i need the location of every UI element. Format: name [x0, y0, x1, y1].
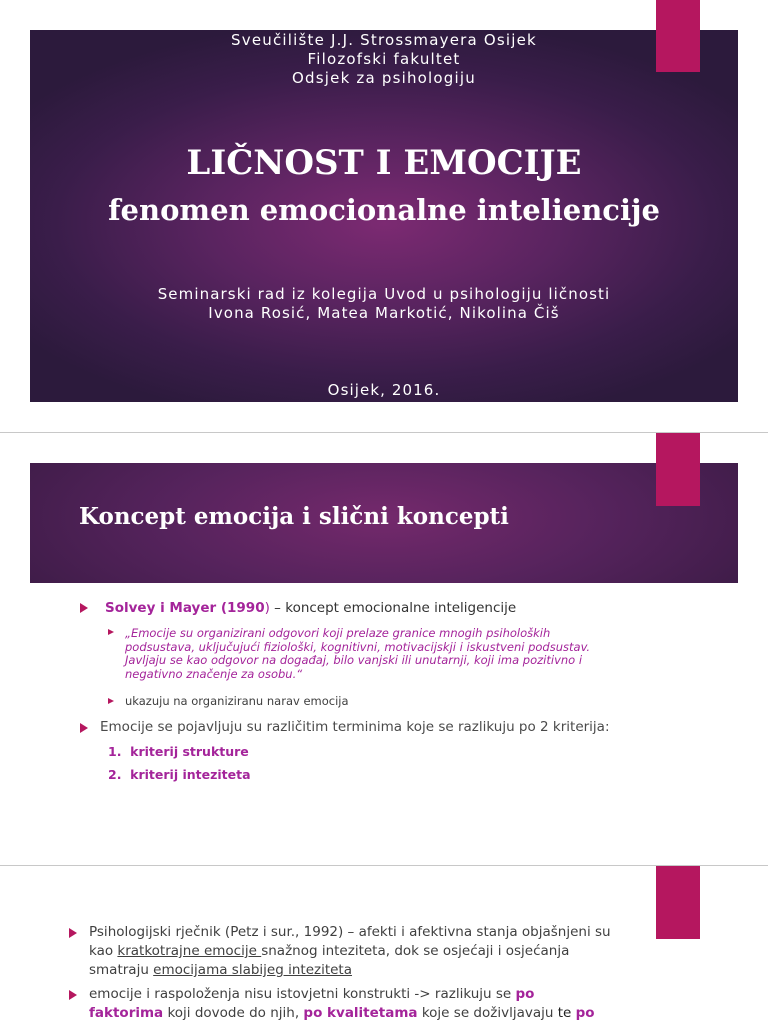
- bullet-criteria: Emocije se pojavljuju su različitim terminima koje se razlikuju po 2 kriterija:: [100, 719, 610, 735]
- accent-bar: [656, 866, 700, 939]
- triangle-bullet-icon: [80, 723, 88, 733]
- triangle-bullet-icon: [69, 928, 77, 938]
- authors-line: Ivona Rosić, Matea Markotić, Nikolina Čiš: [208, 304, 560, 322]
- place-year: Osijek, 2016.: [327, 381, 441, 399]
- slide-heading: Koncept emocija i slični koncepti: [79, 503, 509, 530]
- sub-bullet-organized: ukazuju na organiziranu narav emocija: [125, 694, 349, 708]
- department-name: Odsjek za psihologiju: [292, 69, 476, 87]
- numbered-item-structure: 1. kriterij strukture: [108, 744, 249, 759]
- concept-slide: [0, 433, 768, 865]
- triangle-bullet-icon: [108, 698, 114, 704]
- university-name: Sveučilište J.J. Strossmayera Osijek: [231, 31, 537, 49]
- presentation-subtitle: fenomen emocionalne inteliencije: [108, 193, 660, 227]
- triangle-bullet-icon: [69, 990, 77, 1000]
- faculty-name: Filozofski fakultet: [307, 50, 461, 68]
- bullet-concept: koncept emocionalne inteligencije: [285, 600, 517, 616]
- accent-bar: [656, 433, 700, 506]
- bullet-solvey-mayer: Solvey i Mayer (1990) – koncept emocionalne inteligencije: [105, 600, 517, 616]
- triangle-bullet-icon: [108, 629, 114, 635]
- title-slide: [0, 0, 768, 432]
- emotion-definition-quote: „Emocije su organizirani odgovori koji prelaze granice mnogih psiholoških podsustava, uključujući fiziološki, kognitivni, motivacijskji i iskustveni podsustav. Javljaju se kao odgovor na događaj, bilo vanjski ili unutarnji, koji ima pozitivno i negativno značenje za osobu.“: [125, 626, 591, 681]
- triangle-bullet-icon: [80, 603, 88, 613]
- presentation-title: LIČNOST I EMOCIJE: [186, 143, 582, 183]
- bullet-authors: Solvey i Mayer (1990: [105, 600, 265, 616]
- paragraph-moods: emocije i raspoloženja nisu istovjetni konstrukti -> razlikuju se po faktorima koji dovode do njih, po kvalitetama koje se doživljavaju te po: [89, 986, 595, 1021]
- course-line: Seminarski rad iz kolegija Uvod u psihologiju ličnosti: [157, 285, 611, 303]
- paragraph-dictionary: Psihologijski rječnik (Petz i sur., 1992) – afekti i afektivna stanja objašnjeni su kao kratkotrajne emocije snažnog inteziteta, dok se osjećaji i osjećanja smatraju emocijama slabijeg inteziteta: [89, 924, 611, 978]
- dictionary-slide: [0, 866, 768, 1024]
- numbered-item-intensity: 2. kriterij inteziteta: [108, 767, 251, 782]
